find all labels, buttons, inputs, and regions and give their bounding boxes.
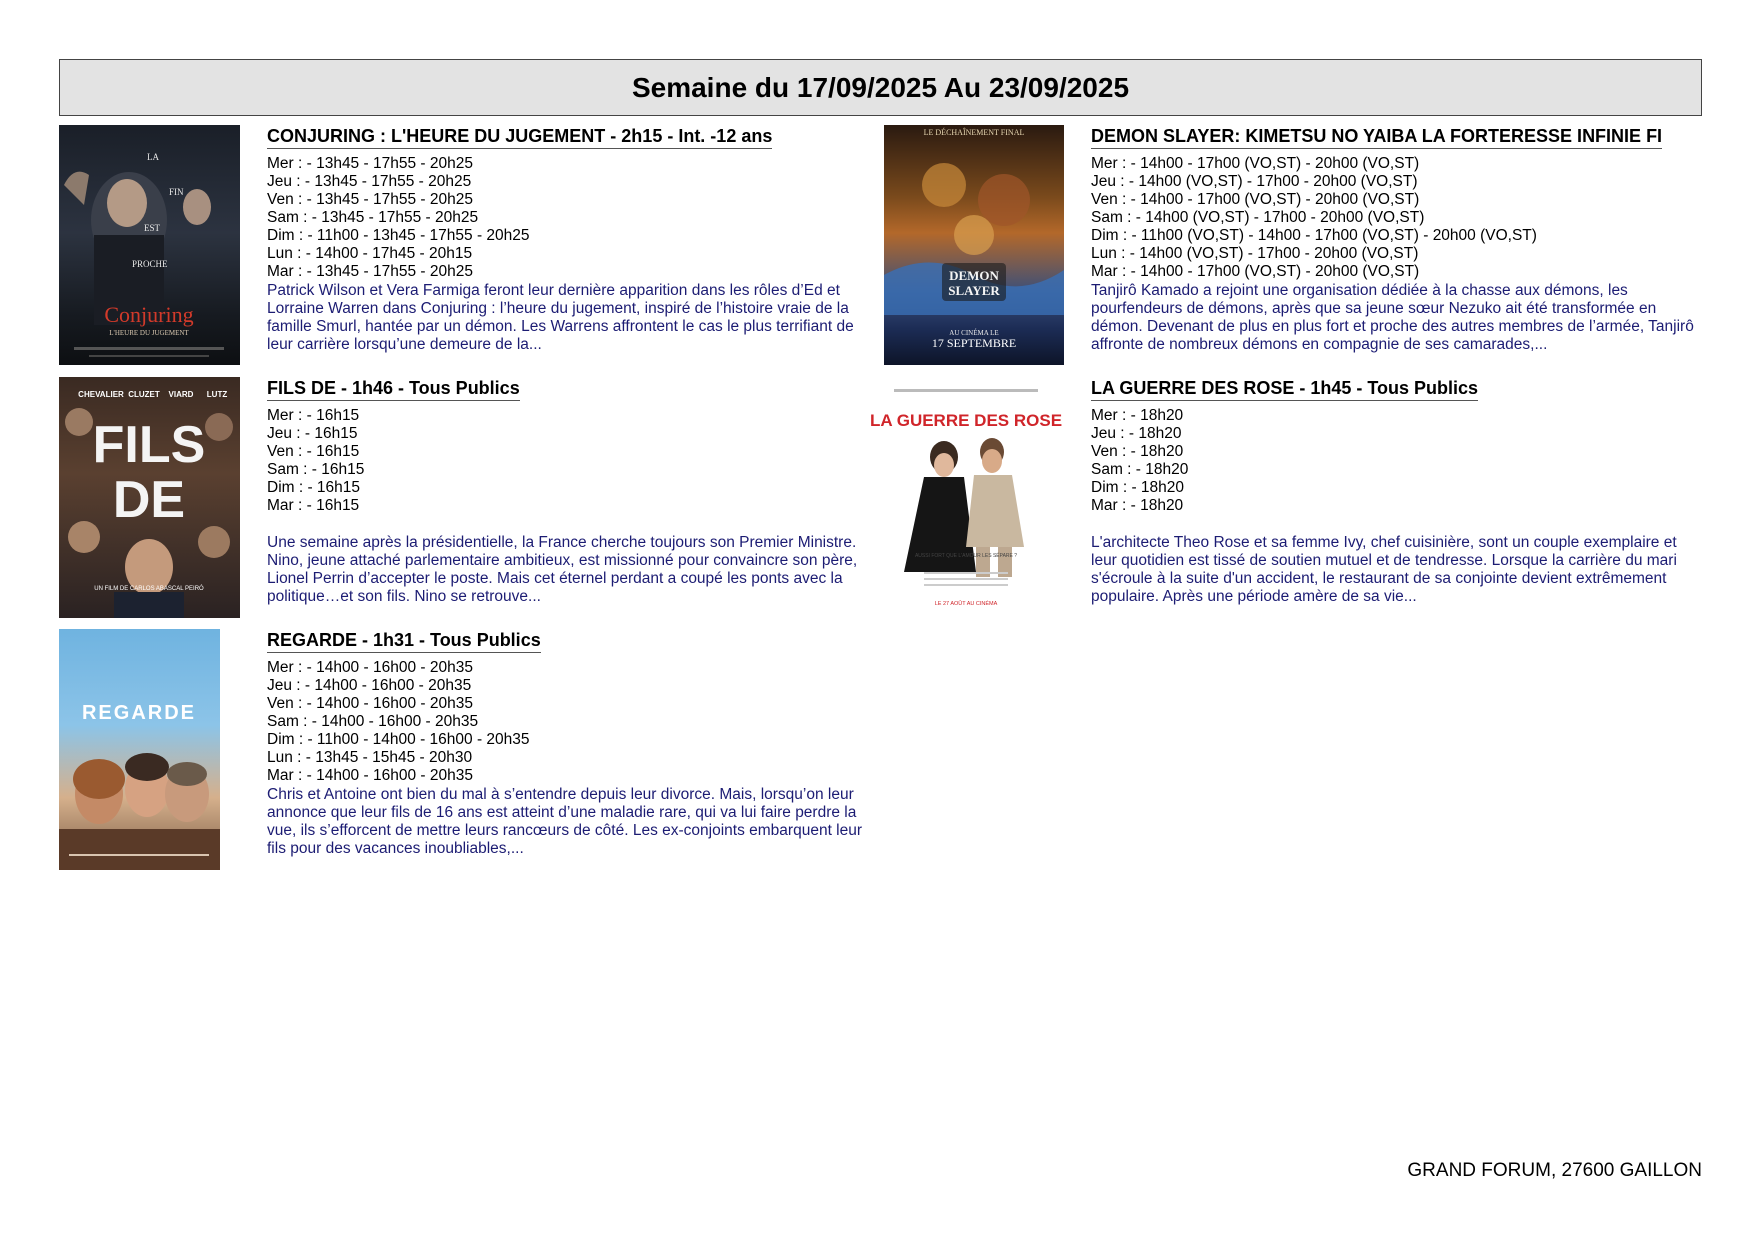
poster-text-proche: PROCHE bbox=[132, 259, 168, 269]
poster-fils-de[interactable] bbox=[59, 377, 240, 618]
film-title[interactable]: CONJURING : L'HEURE DU JUGEMENT - 2h15 - Int. -12 ans bbox=[267, 125, 772, 149]
poster-subtitle: L'HEURE DU JUGEMENT bbox=[109, 329, 189, 337]
poster-logo: Conjuring bbox=[104, 302, 194, 327]
showtime-row: Jeu : - 13h45 - 17h55 - 20h25 bbox=[267, 173, 472, 190]
showtimes bbox=[1091, 155, 1696, 281]
week-title: Semaine du 17/09/2025 Au 23/09/2025 bbox=[631, 71, 1130, 103]
poster-title: LA GUERRE DES ROSE bbox=[869, 411, 1063, 430]
showtime-row: Mar : - 14h00 - 17h00 (VO,ST) - 20h00 (VO,ST) bbox=[1091, 263, 1420, 280]
week-header bbox=[59, 59, 1702, 116]
poster-conjuring-art bbox=[59, 125, 240, 365]
showtime-row: Dim : - 11h00 (VO,ST) - 14h00 - 17h00 (VO,ST) - 20h00 (VO,ST) bbox=[1091, 227, 1537, 244]
synopsis: Chris et Antoine ont bien du mal à s’entendre depuis leur divorce. Mais, lorsqu’on leur annonce que leur fils de 16 ans est atteint d’une maladie rare, qui va lui faire perdre la vue, ils s’efforcent de mettre leurs rancœurs de côté. Les ex-conjoints embarquent leur fils pour des vacances inoubliables,... bbox=[267, 786, 863, 857]
poster-release-label: AU CINÉMA LE bbox=[949, 329, 999, 337]
showtime-row: Mar : - 16h15 bbox=[267, 497, 360, 514]
poster-regarde-art bbox=[59, 629, 220, 870]
showtime-row: Jeu : - 18h20 bbox=[1091, 425, 1182, 442]
poster-title: REGARDE bbox=[81, 702, 197, 724]
film-block-la-guerre-des-rose bbox=[1091, 377, 1696, 606]
poster-release-date: LE 27 AOÛT AU CINÉMA bbox=[934, 601, 998, 607]
film-block-fils-de bbox=[267, 377, 872, 606]
poster-cast-4: LUTZ bbox=[206, 390, 228, 399]
film-title[interactable]: FILS DE - 1h46 - Tous Publics bbox=[267, 377, 520, 401]
film-title[interactable]: LA GUERRE DES ROSE - 1h45 - Tous Publics bbox=[1091, 377, 1478, 401]
poster-cast-3: VIARD bbox=[168, 390, 194, 399]
showtime-row: Lun : - 13h45 - 15h45 - 20h30 bbox=[267, 749, 473, 766]
showtime-row: Sam : - 16h15 bbox=[267, 461, 365, 478]
showtimes bbox=[267, 155, 872, 281]
showtimes bbox=[267, 407, 872, 515]
showtime-row: Jeu : - 16h15 bbox=[267, 425, 358, 442]
showtimes bbox=[267, 659, 872, 785]
showtime-row: Mer : - 14h00 - 16h00 - 20h35 bbox=[267, 659, 473, 676]
showtime-row: Sam : - 14h00 (VO,ST) - 17h00 - 20h00 (VO,ST) bbox=[1091, 209, 1425, 226]
showtime-row: Sam : - 13h45 - 17h55 - 20h25 bbox=[267, 209, 479, 226]
poster-conjuring[interactable] bbox=[59, 125, 240, 365]
showtime-row: Dim : - 11h00 - 13h45 - 17h55 - 20h25 bbox=[267, 227, 530, 244]
poster-logo-line2: SLAYER bbox=[948, 283, 1000, 298]
poster-logo-line1: DEMON bbox=[949, 268, 999, 283]
showtime-row: Mer : - 18h20 bbox=[1091, 407, 1184, 424]
poster-demon-slayer[interactable] bbox=[884, 125, 1064, 365]
poster-credit: UN FILM DE CARLOS ABASCAL PEIRÓ bbox=[94, 586, 204, 592]
poster-regarde[interactable] bbox=[59, 629, 220, 870]
showtime-row: Mar : - 13h45 - 17h55 - 20h25 bbox=[267, 263, 473, 280]
synopsis: Patrick Wilson et Vera Farmiga feront leur dernière apparition dans les rôles d’Ed et Lorraine Warren dans Conjuring : l’heure du jugement, inspiré de l’histoire vraie de la famille Smurl, hantée par un démon. Les Warrens affrontent le cas le plus terrifiant de leur carrière lorsqu’une demeure de la... bbox=[267, 282, 854, 353]
showtime-row: Ven : - 14h00 - 16h00 - 20h35 bbox=[267, 695, 473, 712]
film-title[interactable]: DEMON SLAYER: KIMETSU NO YAIBA LA FORTERESSE INFINIE FI bbox=[1091, 125, 1662, 149]
showtime-row: Lun : - 14h00 (VO,ST) - 17h00 - 20h00 (VO,ST) bbox=[1091, 245, 1419, 262]
showtime-row: Jeu : - 14h00 (VO,ST) - 17h00 - 20h00 (VO,ST) bbox=[1091, 173, 1418, 190]
synopsis: Tanjirô Kamado a rejoint une organisation dédiée à la chasse aux démons, les pourfendeurs de démons, après que sa jeune sœur Nezuko ait été transformée en démon. Devenant de plus en plus fort et proche des autres membres de l’armée, Tanjirô affronte de nombreux démons en compagnie de ses camarades,... bbox=[1091, 282, 1694, 353]
poster-text-la: LA bbox=[147, 152, 159, 162]
film-block-regarde bbox=[267, 629, 872, 858]
film-block-conjuring bbox=[267, 125, 872, 354]
poster-cast-1: CHEVALIER bbox=[78, 390, 124, 399]
film-title[interactable]: REGARDE - 1h31 - Tous Publics bbox=[267, 629, 541, 653]
showtime-row: Mar : - 14h00 - 16h00 - 20h35 bbox=[267, 767, 473, 784]
cinema-address: GRAND FORUM, 27600 GAILLON bbox=[1407, 1160, 1702, 1181]
poster-fils-de-art bbox=[59, 377, 240, 618]
showtime-row: Jeu : - 14h00 - 16h00 - 20h35 bbox=[267, 677, 472, 694]
poster-rose-art bbox=[869, 377, 1063, 618]
showtime-row: Mar : - 18h20 bbox=[1091, 497, 1184, 514]
showtime-row: Dim : - 18h20 bbox=[1091, 479, 1185, 496]
showtime-row: Ven : - 16h15 bbox=[267, 443, 360, 460]
poster-text-est: EST bbox=[144, 223, 161, 233]
showtime-row: Dim : - 16h15 bbox=[267, 479, 361, 496]
synopsis: Une semaine après la présidentielle, la France cherche toujours son Premier Ministre. Nino, jeune attaché parlementaire ambitieux, est missionné pour convaincre son père, Lionel Perrin d’accepter le poste. Mais cet éternel perdant a coupé les ponts avec la politique…et son fils. Nino se retrouve... bbox=[267, 534, 858, 605]
poster-cast-2: CLUZET bbox=[128, 390, 160, 399]
film-block-demon-slayer bbox=[1091, 125, 1696, 354]
showtime-row: Lun : - 14h00 - 17h45 - 20h15 bbox=[267, 245, 473, 262]
synopsis: L'architecte Theo Rose et sa femme Ivy, chef cuisinière, sont un couple exemplaire et leur quotidien est tissé de soutien mutuel et de tendresse. Lorsque la carrière du mari s'écroule à la suite d'un accident, le restaurant de sa conjointe devient extrêmement populaire. Après une période amère de sa vie... bbox=[1091, 534, 1677, 605]
poster-title-line2: DE bbox=[112, 471, 186, 529]
showtime-row: Dim : - 11h00 - 14h00 - 16h00 - 20h35 bbox=[267, 731, 530, 748]
showtimes bbox=[1091, 407, 1696, 515]
poster-tagline: LE DÉCHAÎNEMENT FINAL bbox=[923, 128, 1025, 137]
poster-text-fin: FIN bbox=[169, 187, 184, 197]
showtime-row: Ven : - 18h20 bbox=[1091, 443, 1184, 460]
showtime-row: Ven : - 14h00 - 17h00 (VO,ST) - 20h00 (VO,ST) bbox=[1091, 191, 1420, 208]
poster-la-guerre-des-rose[interactable] bbox=[869, 377, 1063, 618]
showtime-row: Mer : - 13h45 - 17h55 - 20h25 bbox=[267, 155, 473, 172]
poster-demon-slayer-art bbox=[884, 125, 1064, 365]
showtime-row: Sam : - 18h20 bbox=[1091, 461, 1189, 478]
showtime-row: Sam : - 14h00 - 16h00 - 20h35 bbox=[267, 713, 479, 730]
showtime-row: Mer : - 16h15 bbox=[267, 407, 360, 424]
poster-release-date: 17 SEPTEMBRE bbox=[931, 336, 1017, 350]
showtime-row: Ven : - 13h45 - 17h55 - 20h25 bbox=[267, 191, 473, 208]
poster-title-line1: FILS bbox=[92, 416, 206, 474]
poster-tagline: AUSSI FORT QUE L'AMOUR LES SÉPARE ? bbox=[914, 553, 1018, 559]
showtime-row: Mer : - 14h00 - 17h00 (VO,ST) - 20h00 (VO,ST) bbox=[1091, 155, 1420, 172]
